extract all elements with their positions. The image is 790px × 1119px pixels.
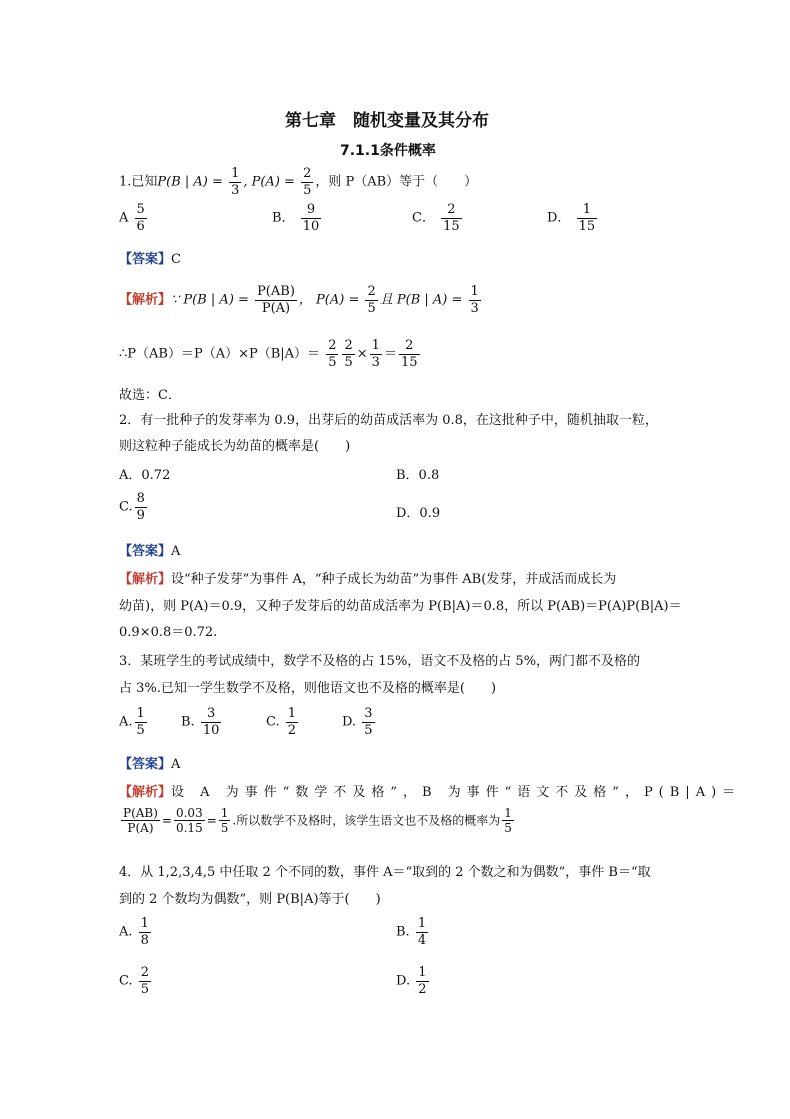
q2-option-c: C. $\frac{8}{9}$ (119, 491, 145, 523)
q2-option-b: B．0.8 (396, 468, 440, 483)
q3-analysis-line2: $\frac{P(AB)}{P(A)}$ = $\frac{0.03}{0.15}$ = $\frac{1}{5}$ .所以数学不及格时，该学生语文也不及格的概率为 $\frac{1}{5}$ (123, 806, 512, 836)
q1-option-d: D． $\frac{1}{15}$ (547, 202, 596, 234)
q3-option-d: D. $\frac{3}{5}$ (342, 706, 373, 738)
chapter-title: 第七章 随机变量及其分布 (285, 111, 489, 131)
q4-stem-line2: 到的 2 个数均为偶数”，则 P(B|A)等于( ) (119, 892, 381, 907)
q3-option-a: A. $\frac{1}{5}$ (119, 706, 145, 738)
q1-analysis-line1: 【解析】∵ P(B | A) = $\frac{P(AB)}{P(A)}$ ， P(A) = $\frac{2}{5}$ 且 P(B | A) = $\frac{1}{3}$ (119, 284, 479, 316)
q1-option-c: C． $\frac{2}{15}$ (412, 202, 460, 234)
q1-number: 1.已知 (119, 174, 158, 190)
q4-stem-line1: 4．从 1,2,3,4,5 中任取 2 个不同的数，事件 A＝“取到的 2 个数之和为偶数”，事件 B＝“取 (119, 865, 651, 880)
q3-answer: 【答案】A (119, 757, 181, 772)
q1-answer (119, 248, 181, 267)
q1-option-a: A $\frac{5}{6}$ (119, 202, 145, 234)
q2-stem-line2: 则这粒种子能成长为幼苗的概率是( ) (119, 439, 351, 454)
q4-option-c: C. $\frac{2}{5}$ (119, 965, 150, 997)
q1-cond1-lhs: P(B | A) = (157, 174, 223, 190)
answer-tag: 【答案】 (119, 252, 172, 267)
q1-cond1-fraction: $\frac{1}{3}$ (231, 166, 240, 198)
q3-stem-line2: 占 3%.已知一学生数学不及格，则他语文也不及格的概率是( ) (119, 681, 497, 696)
q4-option-d: D. $\frac{1}{2}$ (396, 965, 427, 997)
q2-stem-line1: 2．有一批种子的发芽率为 0.9，出芽后的幼苗成活率为 0.8，在这批种子中，随机抽取一粒， (119, 413, 658, 428)
q3-analysis-line1: 【解析】设 A 为事件“数学不及格”，B 为事件“语文不及格”，P(B|A)＝ (119, 785, 742, 800)
q2-answer: 【答案】A (119, 544, 181, 559)
q1-conditional-formula: $\frac{P(AB)}{P(A)}$ (257, 284, 295, 316)
q1-cond2-lhs: , P(A) = (243, 174, 295, 190)
q1-stem (119, 166, 477, 198)
q1-stem-tail: ，则 P（AB）等于（ ） (315, 174, 478, 190)
q4-option-a: A. $\frac{1}{8}$ (119, 916, 149, 948)
q1-analysis-line2: ∴P（AB）＝P（A）×P（B|A）＝ $\frac{2}{5}$ $\frac{2}{5}$ × $\frac{1}{3}$ ＝ $\frac{2}{15}$ (119, 338, 418, 370)
q2-analysis-line3: 0.9×0.8＝0.72. (119, 625, 218, 640)
q3-option-c: C. $\frac{1}{2}$ (266, 706, 297, 738)
q2-option-a: A．0.72 (119, 468, 171, 483)
q4-option-b: B. $\frac{1}{4}$ (396, 916, 427, 948)
q1-option-b: B． $\frac{9}{10}$ (272, 202, 320, 234)
q1-cond2-fraction: $\frac{2}{5}$ (303, 166, 312, 198)
q1-answer-value: C (171, 252, 181, 267)
q2-option-d: D．0.9 (396, 506, 441, 521)
section-title: 7.1.1条件概率 (340, 143, 436, 159)
q3-stem-line1: 3．某班学生的考试成绩中，数学不及格的占 15%，语文不及格的占 5%，两门都不及格的 (119, 654, 641, 669)
q2-analysis-line1: 【解析】设“种子发芽”为事件 A，“种子成长为幼苗”为事件 AB(发芽，并成活而成长为 (119, 572, 617, 587)
q1-conclusion: 故选：C． (119, 388, 181, 403)
q3-option-b: B. $\frac{3}{10}$ (181, 706, 220, 738)
analysis-tag: 【解析】 (119, 292, 172, 308)
q2-analysis-line2: 幼苗)，则 P(A)＝0.9，又种子发芽后的幼苗成活率为 P(B|A)＝0.8，所以 P(AB)＝P(A)P(B|A)＝ (119, 599, 682, 614)
